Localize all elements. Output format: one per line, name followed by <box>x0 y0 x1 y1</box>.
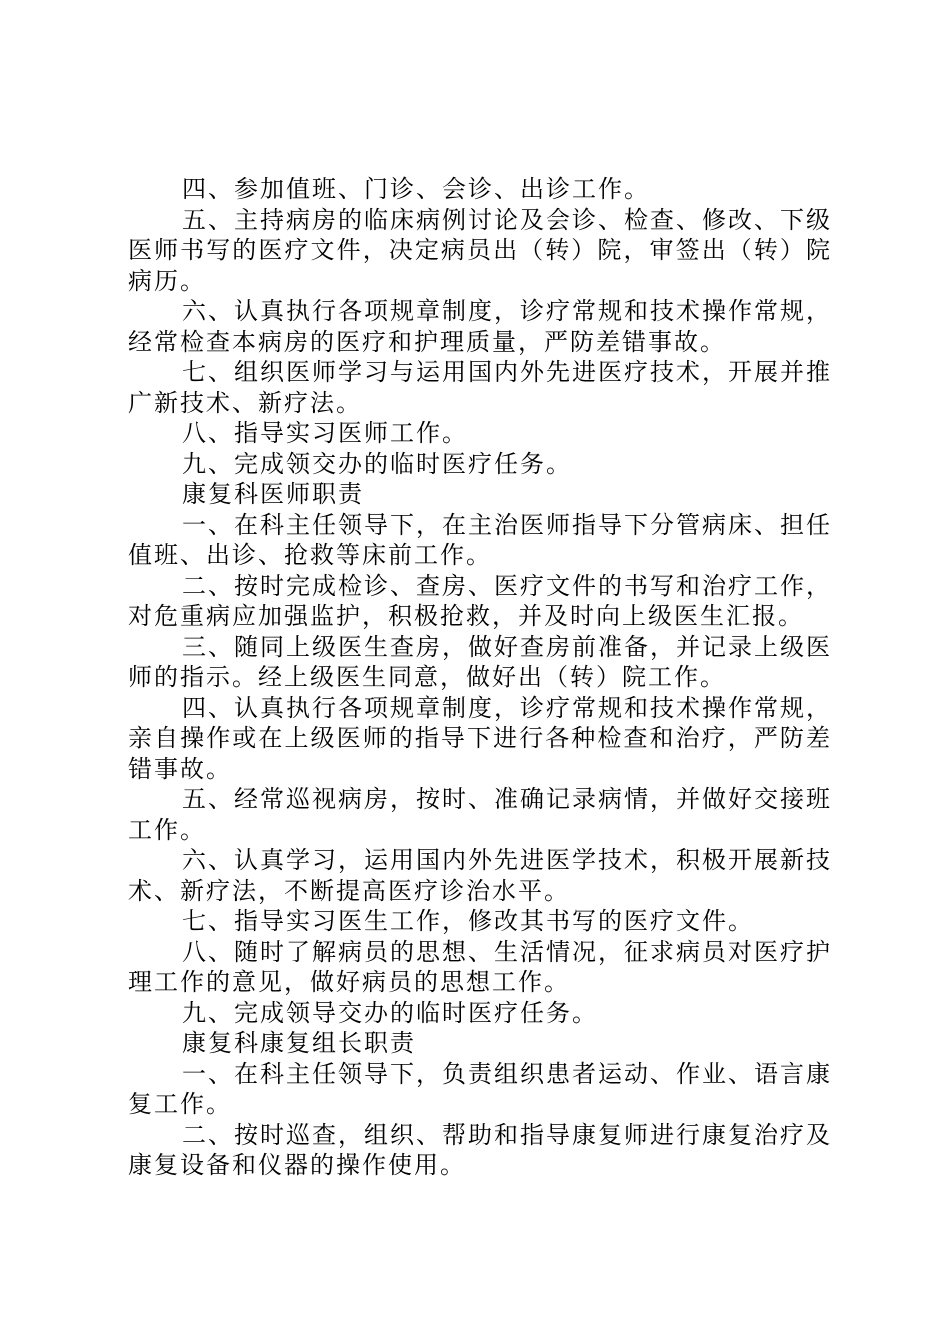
document-body <box>128 174 832 1181</box>
paragraph-duty-9: 九、完成领交办的临时医疗任务。 <box>182 449 572 478</box>
paragraph-leader-duty-1: 一、在科主任领导下，负责组织患者运动、作业、语言康复工作。 <box>128 1059 832 1118</box>
paragraph-physician-duty-2: 二、按时完成检诊、查房、医疗文件的书写和治疗工作，对危重病应加强监护，积极抢救，并及时向上级医生汇报。 <box>128 571 832 630</box>
paragraph-duty-4: 四、参加值班、门诊、会诊、出诊工作。 <box>182 175 650 203</box>
paragraph-physician-duty-4: 四、认真执行各项规章制度，诊疗常规和技术操作常规，亲自操作或在上级医师的指导下进行各种检查和治疗，严防差错事故。 <box>128 693 832 783</box>
section-heading-team-leader: 康复科康复组长职责 <box>182 1029 416 1057</box>
paragraph-physician-duty-3: 三、随同上级医生查房，做好查房前准备，并记录上级医师的指示。经上级医生同意，做好出（转）院工作。 <box>128 632 832 691</box>
paragraph-leader-duty-2: 二、按时巡查，组织、帮助和指导康复师进行康复治疗及康复设备和仪器的操作使用。 <box>128 1120 832 1179</box>
paragraph-physician-duty-1: 一、在科主任领导下，在主治医师指导下分管病床、担任值班、出诊、抢救等床前工作。 <box>128 510 832 569</box>
paragraph-physician-duty-9: 九、完成领导交办的临时医疗任务。 <box>182 998 598 1027</box>
paragraph-physician-duty-5: 五、经常巡视病房，按时、准确记录病情，并做好交接班工作。 <box>128 785 832 844</box>
paragraph-duty-8: 八、指导实习医师工作。 <box>182 419 468 447</box>
paragraph-physician-duty-6: 六、认真学习，运用国内外先进医学技术，积极开展新技术、新疗法，不断提高医疗诊治水平。 <box>128 846 832 905</box>
section-heading-physician: 康复科医师职责 <box>182 480 364 508</box>
paragraph-duty-7: 七、组织医师学习与运用国内外先进医疗技术，开展并推广新技术、新疗法。 <box>128 358 832 417</box>
paragraph-physician-duty-8: 八、随时了解病员的思想、生活情况，征求病员对医疗护理工作的意见，做好病员的思想工作。 <box>128 937 832 996</box>
paragraph-physician-duty-7: 七、指导实习医生工作，修改其书写的医疗文件。 <box>182 907 754 935</box>
paragraph-duty-5: 五、主持病房的临床病例讨论及会诊、检查、修改、下级医师书写的医疗文件，决定病员出（转）院，审签出（转）院病历。 <box>128 205 832 295</box>
paragraph-duty-6: 六、认真执行各项规章制度，诊疗常规和技术操作常规，经常检查本病房的医疗和护理质量，严防差错事故。 <box>128 297 832 356</box>
